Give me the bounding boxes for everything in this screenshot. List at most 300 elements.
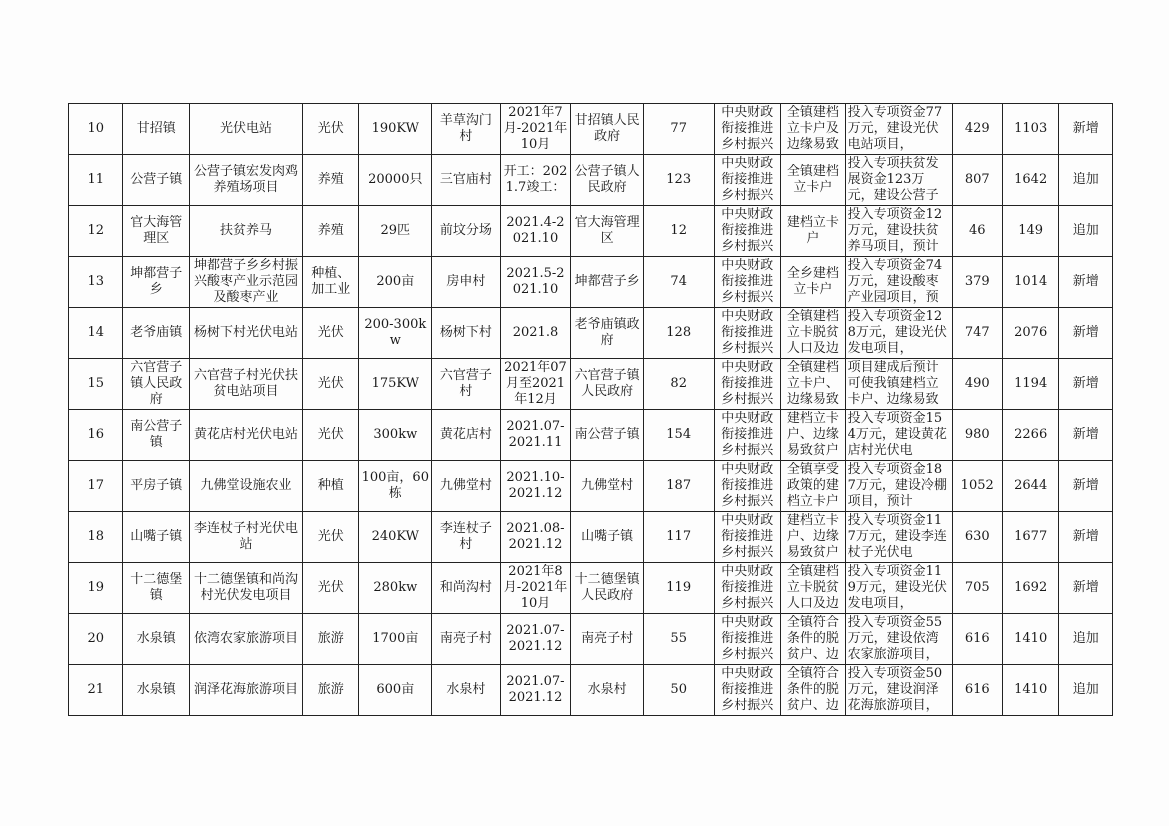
project-type-cell-text: 光伏 [317, 325, 344, 340]
owner-cell-text: 官大海管理区 [574, 215, 640, 246]
beneficiary-cell [781, 359, 846, 410]
beneficiary-cell [781, 206, 846, 257]
owner-cell [571, 359, 644, 410]
township-cell-text: 南公营子镇 [130, 419, 183, 450]
content-cell-text: 投入专项资金74万元，建设酸枣产业园项目，预 [847, 258, 943, 305]
period-cell-text: 2021.5-2021.10 [506, 266, 565, 297]
township-cell [123, 665, 190, 716]
township-cell-text: 水泉镇 [136, 682, 176, 697]
content-cell [845, 512, 952, 563]
amount-cell [643, 155, 714, 206]
project-type-cell-text: 光伏 [317, 529, 344, 544]
content-cell [845, 461, 952, 512]
project-type-cell [303, 461, 359, 512]
site-cell-text: 李连杖子村 [439, 521, 492, 552]
table-row [69, 410, 1113, 461]
owner-cell [571, 410, 644, 461]
amount-cell-text: 117 [666, 529, 692, 544]
owner-cell-text: 十二德堡镇人民政府 [574, 572, 640, 603]
scale-cell-text: 20000只 [368, 172, 423, 187]
amount-cell [643, 563, 714, 614]
amount-cell-text: 77 [670, 121, 687, 136]
owner-cell-text: 公营子镇人民政府 [574, 164, 640, 195]
amount-cell [643, 308, 714, 359]
scale-cell [359, 563, 432, 614]
fund-source-cell-text: 中央财政衔接推进乡村振兴 [721, 666, 774, 713]
project-type-cell [303, 665, 359, 716]
people-cell [1002, 257, 1058, 308]
project-name-cell-text: 李连杖子村光伏电站 [194, 521, 299, 552]
people-cell [1002, 512, 1058, 563]
status-cell-text: 新增 [1072, 427, 1099, 442]
scale-cell-text: 29匹 [380, 223, 411, 238]
site-cell [432, 410, 501, 461]
amount-cell-text: 123 [666, 172, 692, 187]
owner-cell [571, 512, 644, 563]
status-cell [1059, 155, 1113, 206]
status-cell [1059, 665, 1113, 716]
site-cell [432, 512, 501, 563]
project-name-cell [190, 461, 303, 512]
site-cell-text: 杨树下村 [439, 325, 492, 340]
beneficiary-cell-text: 全镇建档立卡户 [786, 164, 839, 195]
people-cell-text: 1410 [1014, 682, 1048, 697]
period-cell [500, 665, 571, 716]
beneficiary-cell-text: 全镇享受政策的建档立卡户 [786, 462, 839, 509]
row-number-cell [69, 563, 123, 614]
scale-cell-text: 200亩 [376, 274, 415, 289]
fund-source-cell-text: 中央财政衔接推进乡村振兴 [721, 156, 774, 203]
project-type-cell-text: 光伏 [317, 580, 344, 595]
township-cell [123, 461, 190, 512]
project-type-cell [303, 563, 359, 614]
owner-cell-text: 九佛堂村 [581, 478, 634, 493]
people-cell [1002, 155, 1058, 206]
project-name-cell-text: 光伏电站 [220, 121, 273, 136]
status-cell-text: 新增 [1072, 478, 1099, 493]
beneficiary-cell-text: 全镇建档立卡脱贫人口及边 [786, 309, 839, 356]
amount-cell [643, 665, 714, 716]
owner-cell [571, 665, 644, 716]
fund-source-cell-text: 中央财政衔接推进乡村振兴 [721, 309, 774, 356]
status-cell [1059, 104, 1113, 155]
period-cell-text: 2021.08-2021.12 [506, 521, 565, 552]
households-cell [952, 461, 1002, 512]
households-cell-text: 1052 [960, 478, 994, 493]
people-cell-text: 1642 [1014, 172, 1048, 187]
project-type-cell [303, 206, 359, 257]
scale-cell-text: 600亩 [376, 682, 415, 697]
project-name-cell-text: 六官营子村光伏扶贫电站项目 [194, 368, 299, 399]
scale-cell [359, 104, 432, 155]
content-cell [845, 206, 952, 257]
township-cell-text: 官大海管理区 [130, 215, 183, 246]
status-cell [1059, 410, 1113, 461]
project-name-cell-text: 依湾农家旅游项目 [194, 631, 299, 646]
township-cell-text: 甘招镇 [136, 121, 176, 136]
amount-cell-text: 74 [670, 274, 687, 289]
row-number-cell-text: 18 [87, 529, 104, 544]
content-cell [845, 410, 952, 461]
beneficiary-cell [781, 308, 846, 359]
amount-cell [643, 410, 714, 461]
fund-source-cell [714, 206, 781, 257]
site-cell-text: 三官庙村 [439, 172, 492, 187]
content-cell-text: 投入专项资金117万元，建设李连杖子光伏电 [847, 513, 947, 560]
period-cell [500, 308, 571, 359]
row-number-cell [69, 257, 123, 308]
beneficiary-cell-text: 全镇符合条件的脱贫户、边 [786, 666, 839, 713]
owner-cell-text: 老爷庙镇政府 [574, 317, 640, 348]
fund-source-cell [714, 308, 781, 359]
households-cell [952, 104, 1002, 155]
fund-source-cell [714, 359, 781, 410]
beneficiary-cell [781, 563, 846, 614]
project-name-cell-text: 坤都营子乡乡村振兴酸枣产业示范园及酸枣产业 [194, 258, 299, 305]
status-cell [1059, 308, 1113, 359]
township-cell [123, 359, 190, 410]
people-cell [1002, 614, 1058, 665]
fund-source-cell [714, 614, 781, 665]
people-cell-text: 1014 [1014, 274, 1048, 289]
beneficiary-cell-text: 全乡建档立卡户 [786, 266, 839, 297]
owner-cell-text: 甘招镇人民政府 [574, 113, 640, 144]
content-cell-text: 投入专项资金128万元，建设光伏发电项目， [847, 309, 947, 356]
status-cell-text: 新增 [1072, 121, 1099, 136]
status-cell-text: 追加 [1072, 682, 1099, 697]
project-name-cell-text: 十二德堡镇和尚沟村光伏发电项目 [194, 572, 299, 603]
owner-cell-text: 山嘴子镇 [581, 529, 634, 544]
township-cell-text: 坤都营子乡 [130, 266, 183, 297]
township-cell [123, 614, 190, 665]
people-cell [1002, 665, 1058, 716]
status-cell-text: 新增 [1072, 376, 1099, 391]
period-cell-text: 2021年7月-2021年10月 [503, 105, 568, 152]
people-cell [1002, 410, 1058, 461]
row-number-cell [69, 461, 123, 512]
amount-cell-text: 55 [670, 631, 687, 646]
content-cell [845, 614, 952, 665]
content-cell [845, 563, 952, 614]
project-name-cell-text: 扶贫养马 [220, 223, 273, 238]
owner-cell-text: 六官营子镇人民政府 [574, 368, 640, 399]
site-cell [432, 665, 501, 716]
status-cell [1059, 614, 1113, 665]
table-row [69, 155, 1113, 206]
amount-cell-text: 12 [670, 223, 687, 238]
beneficiary-cell [781, 614, 846, 665]
township-cell [123, 410, 190, 461]
scale-cell-text: 100亩，60栋 [361, 470, 429, 501]
scale-cell-text: 300kw [373, 427, 418, 442]
table-row [69, 563, 1113, 614]
fund-source-cell-text: 中央财政衔接推进乡村振兴 [721, 462, 774, 509]
households-cell [952, 155, 1002, 206]
township-cell [123, 563, 190, 614]
site-cell-text: 六官营子村 [439, 368, 492, 399]
row-number-cell-text: 12 [87, 223, 104, 238]
households-cell [952, 359, 1002, 410]
row-number-cell-text: 11 [87, 172, 104, 187]
fund-source-cell-text: 中央财政衔接推进乡村振兴 [721, 513, 774, 560]
scale-cell [359, 410, 432, 461]
row-number-cell [69, 359, 123, 410]
amount-cell-text: 187 [666, 478, 692, 493]
beneficiary-cell-text: 全镇建档立卡脱贫人口及边 [786, 564, 839, 611]
project-name-cell-text: 润泽花海旅游项目 [194, 682, 299, 697]
scale-cell-text: 1700亩 [372, 631, 419, 646]
row-number-cell [69, 665, 123, 716]
fund-source-cell [714, 155, 781, 206]
project-name-cell [190, 257, 303, 308]
period-cell-text: 开工：2021.7竣工： [503, 164, 568, 195]
scale-cell [359, 665, 432, 716]
fund-source-cell-text: 中央财政衔接推进乡村振兴 [721, 258, 774, 305]
people-cell [1002, 206, 1058, 257]
households-cell-text: 46 [968, 223, 986, 238]
period-cell [500, 614, 571, 665]
site-cell-text: 南亮子村 [439, 631, 492, 646]
status-cell [1059, 206, 1113, 257]
content-cell-text: 投入专项资金55万元，建设依湾农家旅游项目， [847, 615, 943, 662]
site-cell [432, 308, 501, 359]
scale-cell-text: 240KW [371, 529, 420, 544]
scale-cell-text: 200-300kw [364, 317, 427, 348]
status-cell-text: 新增 [1072, 325, 1099, 340]
project-type-cell [303, 359, 359, 410]
content-cell-text: 投入专项资金12万元，建设扶贫养马项目，预计 [847, 207, 943, 254]
amount-cell [643, 359, 714, 410]
households-cell [952, 563, 1002, 614]
amount-cell [643, 104, 714, 155]
scale-cell [359, 512, 432, 563]
fund-source-cell [714, 665, 781, 716]
project-name-cell [190, 614, 303, 665]
project-name-cell [190, 512, 303, 563]
site-cell-text: 黄花店村 [439, 427, 492, 442]
beneficiary-cell [781, 257, 846, 308]
fund-source-cell [714, 257, 781, 308]
owner-cell [571, 206, 644, 257]
fund-source-cell [714, 512, 781, 563]
content-cell-text: 项目建成后预计可使我镇建档立卡户、边缘易致 [847, 360, 939, 407]
scale-cell [359, 206, 432, 257]
fund-source-cell-text: 中央财政衔接推进乡村振兴 [721, 105, 774, 152]
project-type-cell [303, 410, 359, 461]
township-cell-text: 公营子镇 [130, 172, 183, 187]
households-cell [952, 665, 1002, 716]
content-cell [845, 308, 952, 359]
beneficiary-cell [781, 410, 846, 461]
fund-source-cell-text: 中央财政衔接推进乡村振兴 [721, 411, 774, 458]
households-cell-text: 630 [964, 529, 990, 544]
beneficiary-cell [781, 461, 846, 512]
status-cell [1059, 359, 1113, 410]
site-cell [432, 155, 501, 206]
status-cell-text: 新增 [1072, 529, 1099, 544]
status-cell-text: 新增 [1072, 274, 1099, 289]
period-cell [500, 410, 571, 461]
row-number-cell [69, 206, 123, 257]
row-number-cell-text: 20 [87, 631, 104, 646]
scale-cell-text: 175KW [371, 376, 420, 391]
township-cell [123, 308, 190, 359]
owner-cell-text: 水泉村 [587, 682, 627, 697]
project-name-cell [190, 410, 303, 461]
owner-cell [571, 563, 644, 614]
content-cell-text: 投入专项资金119万元，建设光伏发电项目， [847, 564, 947, 611]
township-cell [123, 257, 190, 308]
row-number-cell-text: 14 [87, 325, 104, 340]
table-row [69, 206, 1113, 257]
households-cell [952, 410, 1002, 461]
amount-cell-text: 119 [666, 580, 692, 595]
status-cell-text: 新增 [1072, 580, 1099, 595]
township-cell-text: 老爷庙镇 [130, 325, 183, 340]
owner-cell [571, 461, 644, 512]
row-number-cell-text: 15 [87, 376, 104, 391]
fund-source-cell [714, 563, 781, 614]
project-name-cell [190, 308, 303, 359]
households-cell [952, 614, 1002, 665]
people-cell-text: 2076 [1014, 325, 1048, 340]
amount-cell [643, 461, 714, 512]
households-cell-text: 616 [964, 631, 990, 646]
row-number-cell-text: 21 [87, 682, 104, 697]
site-cell [432, 257, 501, 308]
households-cell-text: 490 [964, 376, 990, 391]
township-cell [123, 512, 190, 563]
content-cell [845, 155, 952, 206]
households-cell [952, 206, 1002, 257]
owner-cell [571, 257, 644, 308]
people-cell-text: 1410 [1014, 631, 1048, 646]
beneficiary-cell-text: 建档立卡户、边缘易致贫户 [786, 411, 839, 458]
row-number-cell [69, 155, 123, 206]
beneficiary-cell-text: 建档立卡户、边缘易致贫户 [786, 513, 839, 560]
owner-cell-text: 南公营子镇 [574, 427, 640, 442]
fund-source-cell-text: 中央财政衔接推进乡村振兴 [721, 207, 774, 254]
site-cell-text: 九佛堂村 [439, 478, 492, 493]
project-type-cell-text: 光伏 [317, 376, 344, 391]
project-type-cell [303, 512, 359, 563]
beneficiary-cell [781, 665, 846, 716]
period-cell [500, 206, 571, 257]
project-type-cell-text: 旅游 [317, 682, 344, 697]
households-cell-text: 705 [964, 580, 990, 595]
site-cell [432, 614, 501, 665]
row-number-cell-text: 13 [87, 274, 104, 289]
households-cell-text: 980 [964, 427, 990, 442]
table-row [69, 614, 1113, 665]
people-cell-text: 1103 [1014, 121, 1048, 136]
site-cell-text: 羊草沟门村 [439, 113, 492, 144]
amount-cell-text: 50 [670, 682, 687, 697]
project-type-cell-text: 光伏 [317, 121, 344, 136]
township-cell-text: 十二德堡镇 [130, 572, 183, 603]
content-cell [845, 257, 952, 308]
households-cell [952, 257, 1002, 308]
fund-source-cell [714, 410, 781, 461]
owner-cell-text: 坤都营子乡 [574, 274, 640, 289]
period-cell [500, 512, 571, 563]
households-cell [952, 308, 1002, 359]
row-number-cell-text: 19 [87, 580, 104, 595]
owner-cell [571, 308, 644, 359]
period-cell-text: 2021.10-2021.12 [506, 470, 565, 501]
content-cell [845, 665, 952, 716]
people-cell-text: 1692 [1014, 580, 1048, 595]
project-name-cell [190, 359, 303, 410]
households-cell-text: 747 [964, 325, 990, 340]
row-number-cell [69, 308, 123, 359]
period-cell-text: 2021.8 [512, 325, 559, 340]
fund-source-cell [714, 461, 781, 512]
people-cell [1002, 461, 1058, 512]
site-cell-text: 房申村 [446, 274, 486, 289]
site-cell [432, 359, 501, 410]
township-cell [123, 206, 190, 257]
project-table [68, 103, 1113, 716]
owner-cell-text: 南亮子村 [581, 631, 634, 646]
row-number-cell [69, 104, 123, 155]
project-type-cell-text: 旅游 [317, 631, 344, 646]
status-cell-text: 追加 [1072, 223, 1099, 238]
table-row [69, 665, 1113, 716]
amount-cell [643, 257, 714, 308]
scale-cell [359, 359, 432, 410]
scale-cell [359, 308, 432, 359]
amount-cell [643, 614, 714, 665]
people-cell-text: 2644 [1014, 478, 1048, 493]
project-name-cell-text: 公营子镇宏发肉鸡养殖场项目 [194, 164, 299, 195]
status-cell [1059, 257, 1113, 308]
owner-cell [571, 155, 644, 206]
project-name-cell [190, 155, 303, 206]
period-cell-text: 2021.07-2021.11 [506, 419, 565, 450]
period-cell [500, 155, 571, 206]
project-name-cell [190, 665, 303, 716]
scale-cell [359, 155, 432, 206]
people-cell-text: 149 [1018, 223, 1044, 238]
people-cell [1002, 359, 1058, 410]
township-cell-text: 平房子镇 [130, 478, 183, 493]
site-cell [432, 104, 501, 155]
status-cell [1059, 461, 1113, 512]
amount-cell-text: 154 [666, 427, 692, 442]
content-cell-text: 投入专项资金187万元，建设冷棚项目，预计 [847, 462, 947, 509]
project-type-cell [303, 104, 359, 155]
content-cell-text: 投入专项资金50万元，建设润泽花海旅游项目， [847, 666, 943, 713]
township-cell-text: 六官营子镇人民政府 [130, 360, 183, 407]
site-cell-text: 和尚沟村 [439, 580, 492, 595]
households-cell-text: 379 [964, 274, 990, 289]
people-cell [1002, 104, 1058, 155]
owner-cell [571, 104, 644, 155]
scale-cell [359, 614, 432, 665]
people-cell-text: 1194 [1014, 376, 1048, 391]
beneficiary-cell-text: 全镇建档立卡户及边缘易致 [786, 105, 839, 152]
fund-source-cell-text: 中央财政衔接推进乡村振兴 [721, 615, 774, 662]
households-cell-text: 429 [964, 121, 990, 136]
period-cell-text: 2021年07月至2021年12月 [504, 360, 567, 407]
beneficiary-cell [781, 155, 846, 206]
households-cell-text: 616 [964, 682, 990, 697]
beneficiary-cell [781, 104, 846, 155]
fund-source-cell [714, 104, 781, 155]
scale-cell-text: 280kw [373, 580, 418, 595]
status-cell-text: 追加 [1072, 631, 1099, 646]
